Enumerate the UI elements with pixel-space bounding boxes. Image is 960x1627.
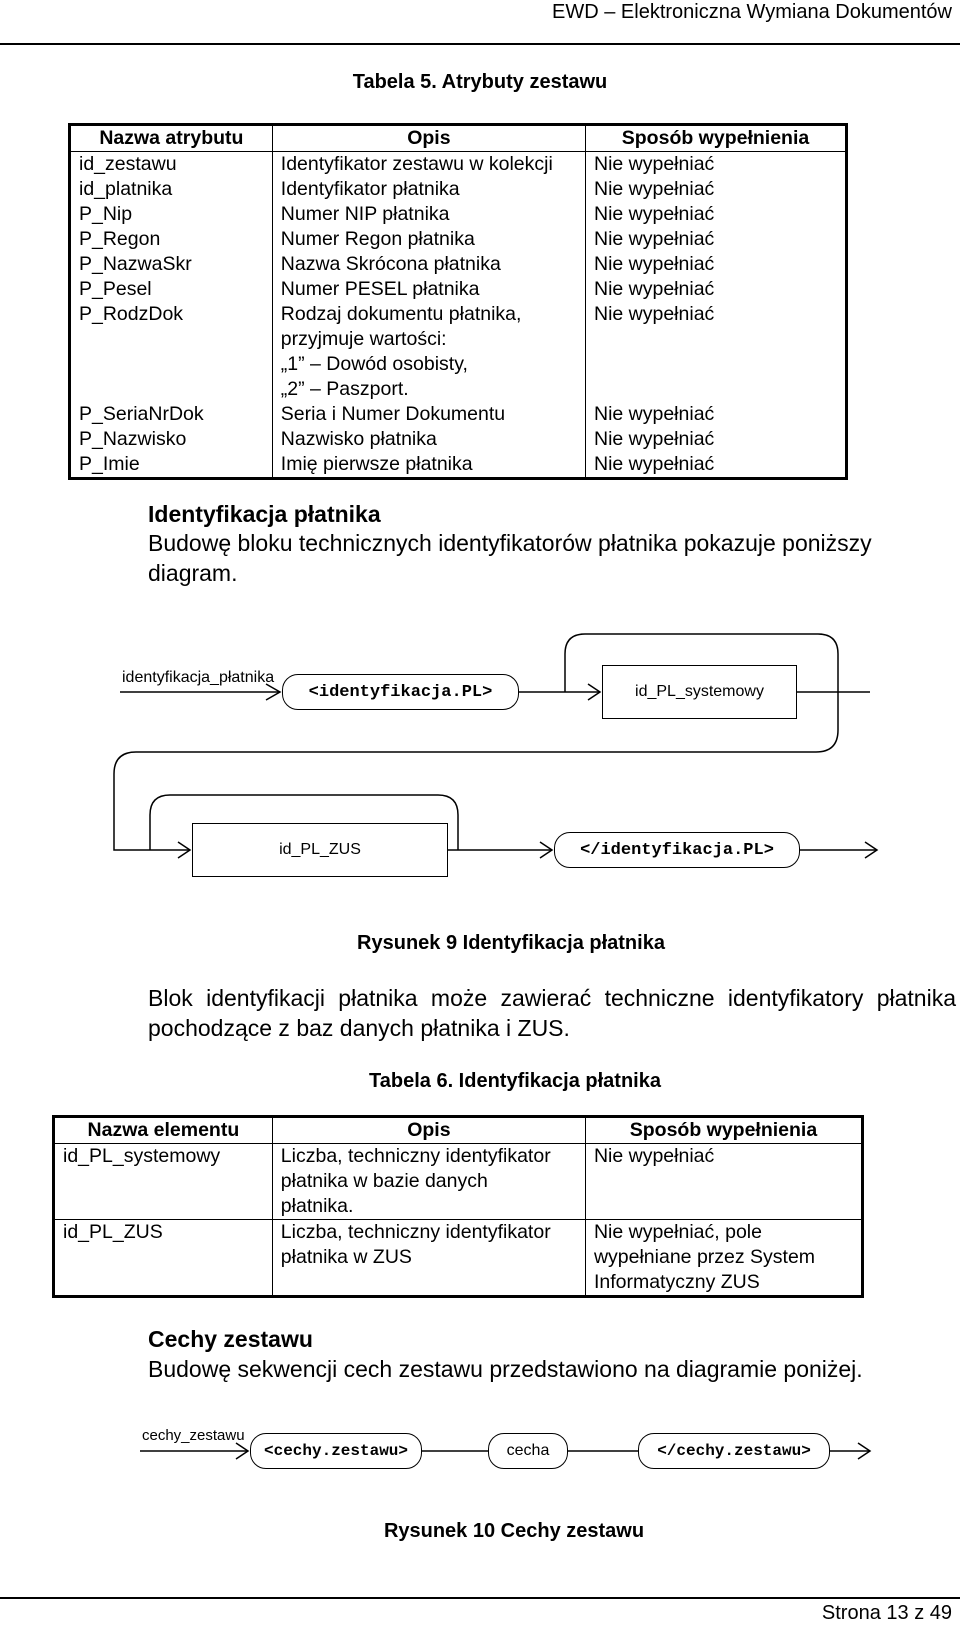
diagram10-close-tag: </cechy.zestawu> xyxy=(638,1433,830,1469)
table6-row-desc-line: płatnika w bazie danych xyxy=(280,1170,488,1192)
table5-row-fill-line: Nie wypełniać xyxy=(593,453,715,475)
table5-row-fill-line: Nie wypełniać xyxy=(593,278,715,300)
table5-row-desc-line: Numer NIP płatnika xyxy=(280,203,450,225)
table5-caption: Tabela 5. Atrybuty zestawu xyxy=(352,71,608,93)
page-number: Strona 13 z 49 xyxy=(821,1602,952,1624)
table6-row-fill-line: wypełniane przez System xyxy=(593,1246,816,1268)
table5-row-desc-line: Identyfikator zestawu w kolekcji xyxy=(280,153,553,175)
table5-row-name: P_NazwaSkr xyxy=(70,252,273,277)
table5-row-fill-line: Nie wypełniać xyxy=(593,253,715,275)
section-identification-text: Budowę bloku technicznych identyfikatorów płatnika pokazuje poniższy diagram. xyxy=(148,530,872,586)
table5-row-fill-line: Nie wypełniać xyxy=(593,403,715,425)
table5-row-desc-line: „1” – Dowód osobisty, xyxy=(280,353,468,375)
diagram10-open-tag: <cechy.zestawu> xyxy=(250,1433,422,1469)
table5-row-name: P_Regon xyxy=(70,227,273,252)
table6-row-name: id_PL_ZUS xyxy=(54,1220,273,1297)
diagram9-item-id-pl-zus: id_PL_ZUS xyxy=(192,823,448,877)
table6-row-name: id_PL_systemowy xyxy=(54,1144,273,1220)
diagram9-item-id-pl-systemowy: id_PL_systemowy xyxy=(602,665,797,719)
table5-row-desc-line: Identyfikator płatnika xyxy=(280,178,460,200)
table5-row-desc-line: „2” – Paszport. xyxy=(280,378,409,400)
diagram10-label: cechy_zestawu xyxy=(142,1427,245,1444)
table6-row-desc-line: Liczba, techniczny identyfikator xyxy=(280,1221,551,1243)
table5-row-desc-line: Rodzaj dokumentu płatnika, xyxy=(280,303,522,325)
table5-row-name: id_platnika xyxy=(70,177,273,202)
table5-row-name: P_Nip xyxy=(70,202,273,227)
table6-header-fill: Sposób wypełnienia xyxy=(585,1117,862,1144)
section-identification-title: Identyfikacja płatnika xyxy=(148,501,381,527)
document-header-title: EWD – Elektroniczna Wymiana Dokumentów xyxy=(552,1,952,23)
paragraph-identification-block: Blok identyfikacji płatnika może zawierać techniczne identyfikatory płatnika pochodzące z baz danych płatnika i ZUS. xyxy=(148,985,956,1041)
section-features-text: Budowę sekwencji cech zestawu przedstawiono na diagramie poniżej. xyxy=(148,1356,863,1382)
diagram10-item-cecha: cecha xyxy=(488,1433,568,1469)
table5-row-desc-line: Nazwisko płatnika xyxy=(280,428,437,450)
section-features-title: Cechy zestawu xyxy=(148,1326,313,1352)
table5-row-name: P_SeriaNrDok xyxy=(70,402,273,427)
table6-header-name: Nazwa elementu xyxy=(54,1117,273,1144)
table6-row-desc-line: płatnika. xyxy=(280,1195,354,1217)
table5-row-fill-line: Nie wypełniać xyxy=(593,153,715,175)
figure9-caption: Rysunek 9 Identyfikacja płatnika xyxy=(357,932,665,954)
table5-row-fill-line: Nie wypełniać xyxy=(593,178,715,200)
table5-row-desc-line: Nazwa Skrócona płatnika xyxy=(280,253,501,275)
table5-row-name: P_Imie xyxy=(70,452,273,479)
diagram9-label: identyfikacja_płatnika xyxy=(122,669,275,686)
table5-row-name: P_RodzDok xyxy=(70,302,273,402)
table5-row-fill-line: Nie wypełniać xyxy=(593,228,715,250)
table5-row-name: P_Pesel xyxy=(70,277,273,302)
diagram9-close-tag: </identyfikacja.PL> xyxy=(554,832,800,868)
table5-row-desc-line: Imię pierwsze płatnika xyxy=(280,453,473,475)
table5-row-desc-line: Numer PESEL płatnika xyxy=(280,278,480,300)
table5-row-fill-line: Nie wypełniać xyxy=(593,303,715,325)
table6-row-desc-line: Liczba, techniczny identyfikator xyxy=(280,1145,551,1167)
table5-row-desc-line: Numer Regon płatnika xyxy=(280,228,475,250)
table5-row-desc-line: przyjmuje wartości: xyxy=(280,328,447,350)
table6-row-fill-line: Nie wypełniać xyxy=(593,1145,715,1167)
footer-divider xyxy=(0,1597,960,1599)
table6-header-desc: Opis xyxy=(272,1117,585,1144)
table5-row-desc-line: Seria i Numer Dokumentu xyxy=(280,403,506,425)
table5-header-fill: Sposób wypełnienia xyxy=(585,125,846,152)
table6-row-fill-line: Informatyczny ZUS xyxy=(593,1271,760,1293)
table5-header-desc: Opis xyxy=(272,125,585,152)
table6-caption: Tabela 6. Identyfikacja płatnika xyxy=(369,1070,661,1092)
table5-header-name: Nazwa atrybutu xyxy=(70,125,273,152)
table5-row-name: id_zestawu xyxy=(70,152,273,178)
figure10-caption: Rysunek 10 Cechy zestawu xyxy=(383,1520,645,1542)
table6-row-desc-line: płatnika w ZUS xyxy=(280,1246,412,1268)
table5-row-fill-line: Nie wypełniać xyxy=(593,428,715,450)
diagram9-open-tag: <identyfikacja.PL> xyxy=(282,674,519,710)
table5-row-fill-line: Nie wypełniać xyxy=(593,203,715,225)
table6-row-fill-line: Nie wypełniać, pole xyxy=(593,1221,762,1243)
table5-row-name: P_Nazwisko xyxy=(70,427,273,452)
